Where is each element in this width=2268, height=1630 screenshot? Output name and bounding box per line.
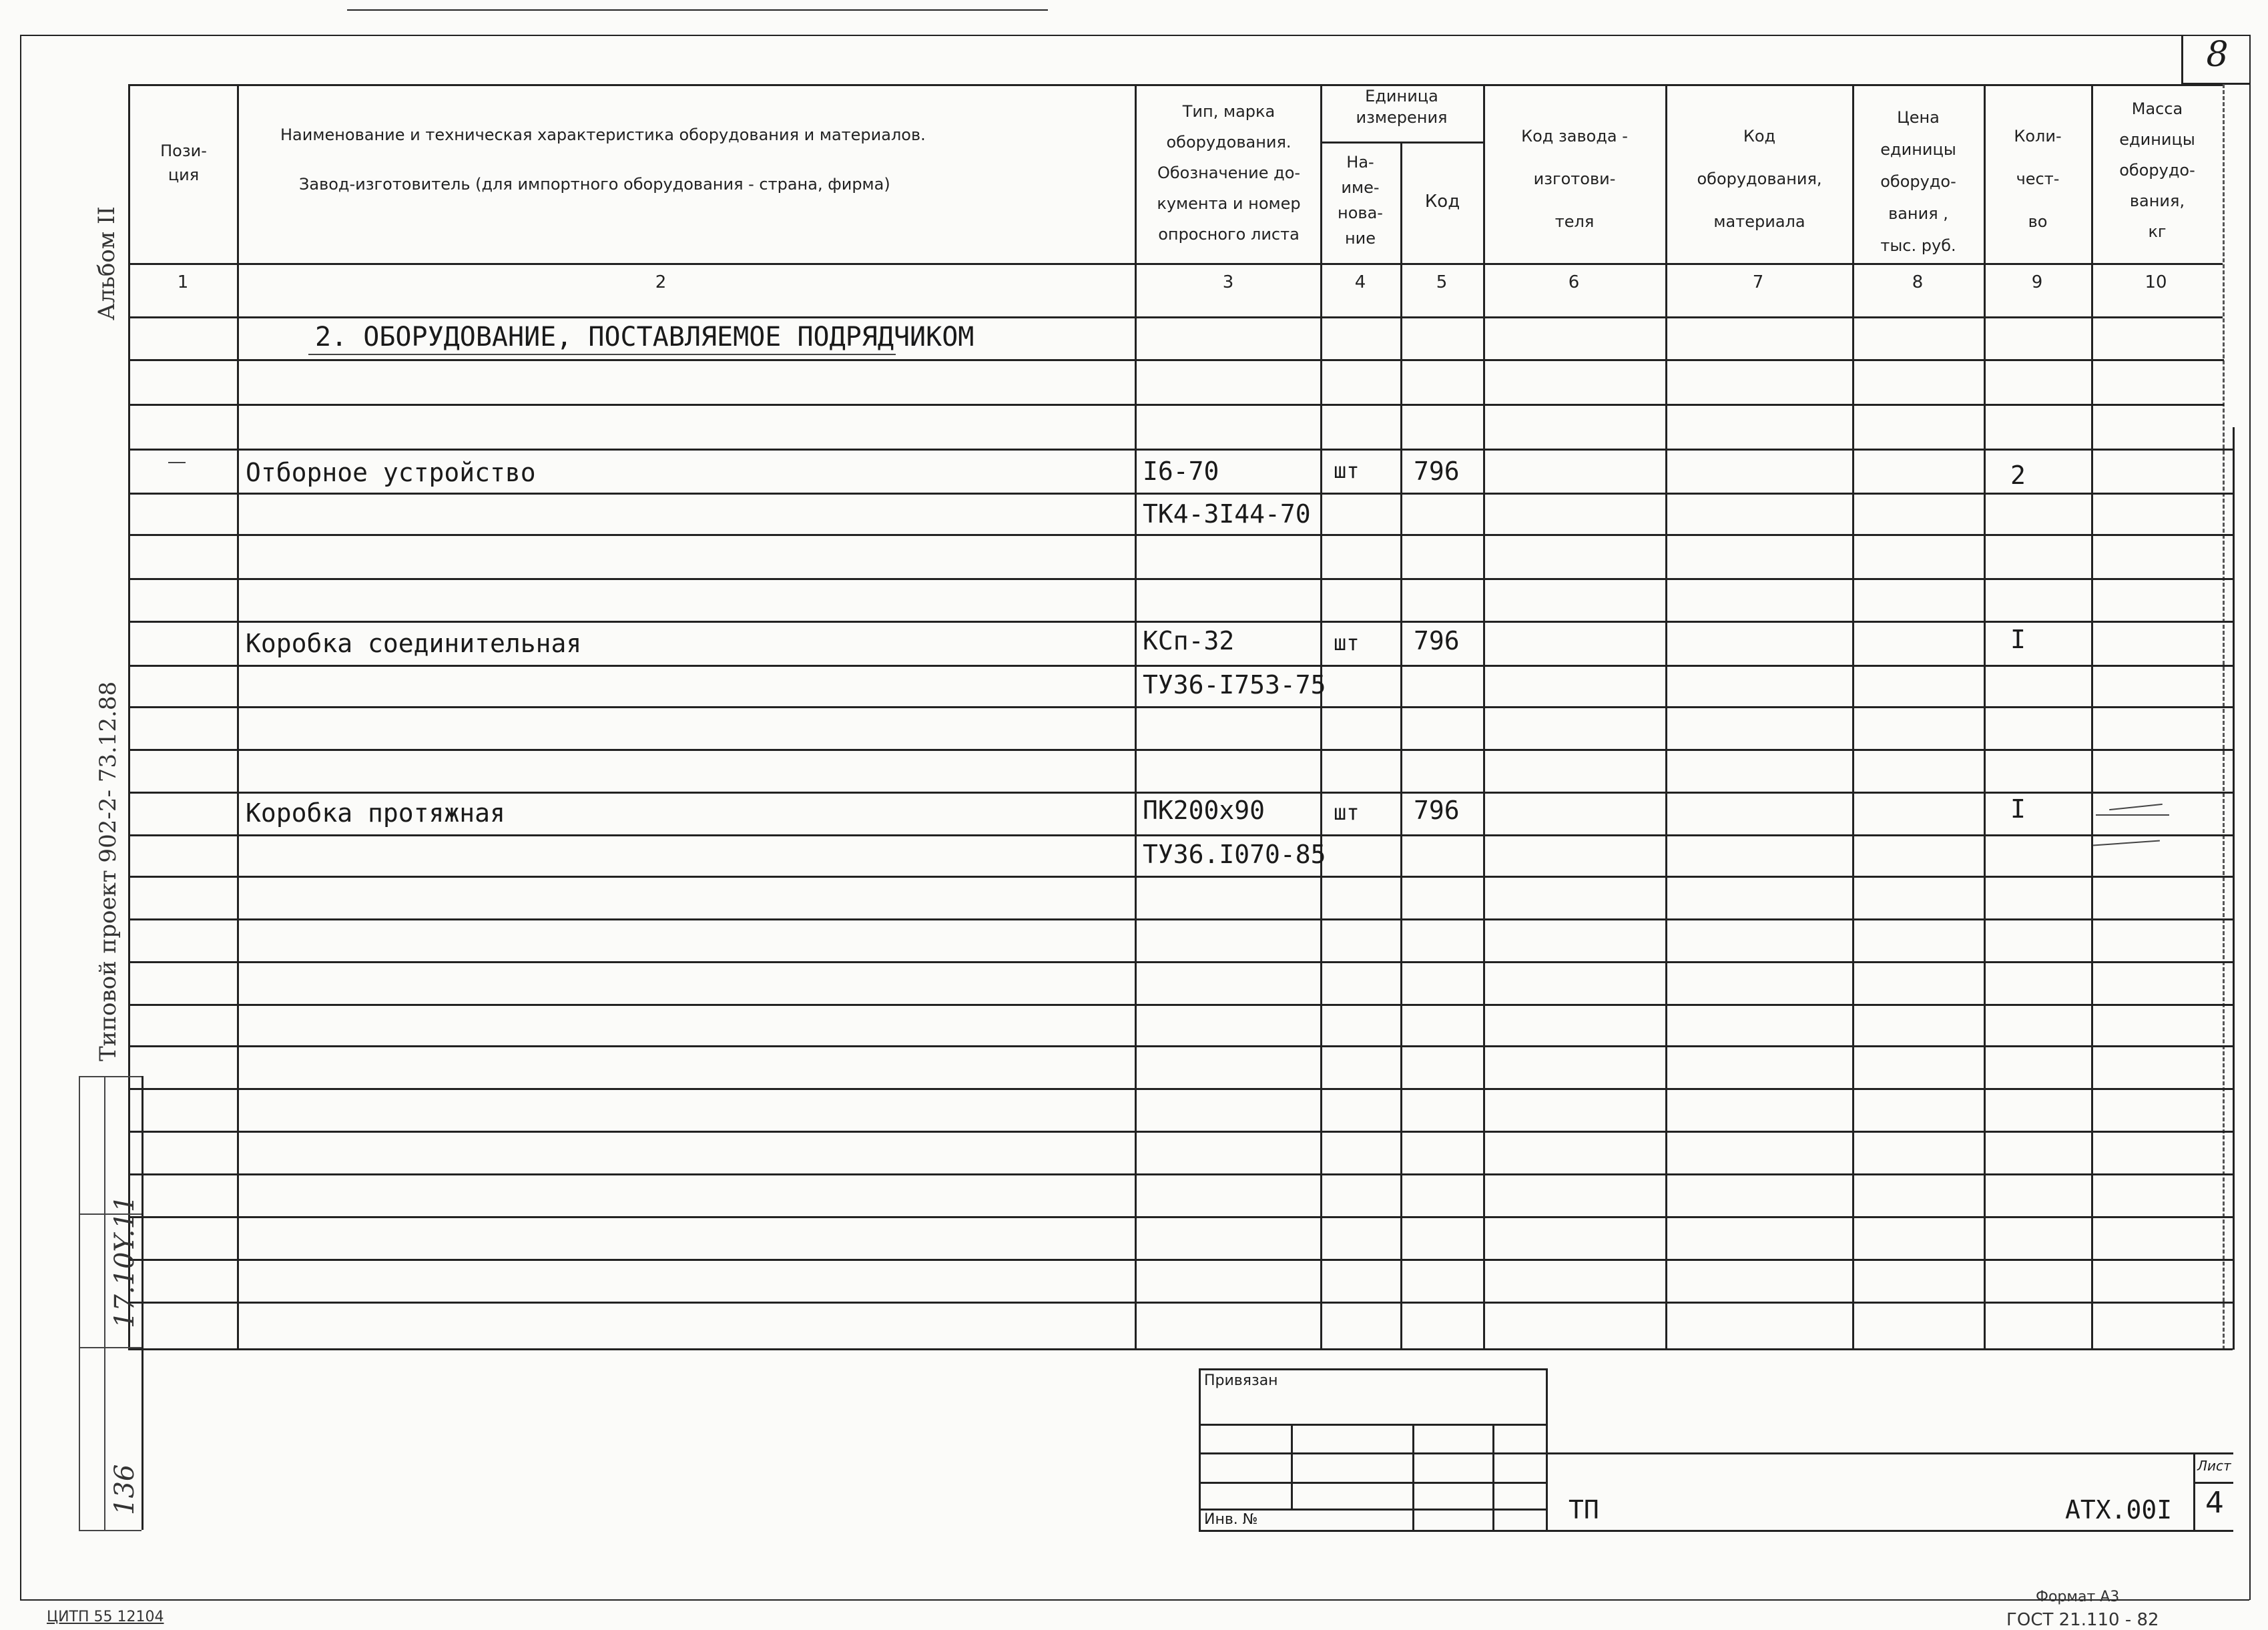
header-position: Пози- ция — [160, 142, 207, 184]
stamp-inventory-number: Инв. № — [1204, 1511, 1258, 1528]
stamp-sheet-label: Лист — [2197, 1458, 2231, 1474]
side-album-label: Альбом II — [93, 206, 120, 320]
side-project-label: Типовой проект 902-2- 73.12.88 — [95, 681, 121, 1061]
footer-format: Формат А3 — [2036, 1589, 2120, 1605]
header-unit-code: Код — [1424, 192, 1460, 212]
header-name-line1: Наименование и техническая характеристика оборудования и материалов. — [280, 125, 926, 144]
header-mass: Масса единицы оборудо- вания, кг — [2119, 99, 2195, 241]
item-1-code: 796 — [1414, 457, 1460, 486]
column-number-9: 9 — [2031, 272, 2043, 292]
item-3-code: 796 — [1414, 796, 1460, 825]
header-factory-code: Код завода - изготови- теля — [1521, 127, 1628, 231]
footer-left-code: ЦИТП 55 12104 — [47, 1609, 164, 1625]
item-3-type: ПК200x90 — [1143, 796, 1265, 825]
stamp-doc-code: АТХ.00I — [2065, 1495, 2173, 1525]
item-3-type-doc: ТУ36.I070-85 — [1143, 840, 1326, 869]
column-number-10: 10 — [2145, 272, 2167, 292]
header-price: Цена единицы оборудо- вания , тыс. руб. — [1880, 108, 1956, 255]
header-type: Тип, марка оборудования. Обозначение до- кумента и номер опросного листа — [1157, 102, 1301, 244]
side-handwritten-number: 136 — [109, 1464, 140, 1515]
item-2-code: 796 — [1414, 626, 1460, 655]
item-3-name: Коробка протяжная — [246, 798, 505, 828]
header-unit-name: На- име- нова- ние — [1338, 153, 1383, 248]
column-number-7: 7 — [1752, 272, 1764, 292]
item-2-name: Коробка соединительная — [246, 629, 582, 658]
stamp-doc-type: ТП — [1569, 1495, 1599, 1525]
header-name-line2: Завод-изготовитель (для импортного оборудования - страна, фирма) — [299, 175, 890, 194]
column-number-1: 1 — [177, 272, 189, 292]
header-quantity: Коли- чест- во — [2014, 127, 2062, 231]
item-2-qty: I — [2010, 625, 2026, 654]
item-3-unit: шт — [1334, 800, 1360, 825]
item-1-qty: 2 — [2010, 461, 2026, 490]
column-number-2: 2 — [655, 272, 667, 292]
column-number-6: 6 — [1568, 272, 1580, 292]
column-number-5: 5 — [1436, 272, 1448, 292]
stamp-privyazan: Привязан — [1204, 1372, 1278, 1389]
column-number-3: 3 — [1222, 272, 1234, 292]
item-1-unit: шт — [1334, 458, 1360, 483]
corner-page-number: 8 — [2206, 35, 2229, 75]
side-handwritten-date: 17.10Y.11 — [109, 1195, 140, 1328]
item-1-type-doc: ТК4-3I44-70 — [1143, 499, 1311, 529]
item-2-type-doc: ТУ36-I753-75 — [1143, 670, 1326, 700]
footer-gost: ГОСТ 21.110 - 82 — [2006, 1610, 2159, 1630]
item-1-name: Отборное устройство — [246, 458, 536, 487]
stamp-sheet-number: 4 — [2205, 1486, 2224, 1520]
section-title: 2. ОБОРУДОВАНИЕ, ПОСТАВЛЯЕМОЕ ПОДРЯДЧИКОМ — [315, 322, 974, 352]
item-2-type: КСп-32 — [1143, 626, 1235, 655]
column-number-4: 4 — [1354, 272, 1366, 292]
column-number-8: 8 — [1912, 272, 1924, 292]
item-2-unit: шт — [1334, 630, 1360, 655]
header-unit-group: Единица измерения — [1356, 87, 1448, 127]
header-equipment-code: Код оборудования, материала — [1697, 127, 1822, 231]
item-3-qty: I — [2010, 794, 2026, 824]
item-1-type: I6-70 — [1143, 457, 1219, 486]
